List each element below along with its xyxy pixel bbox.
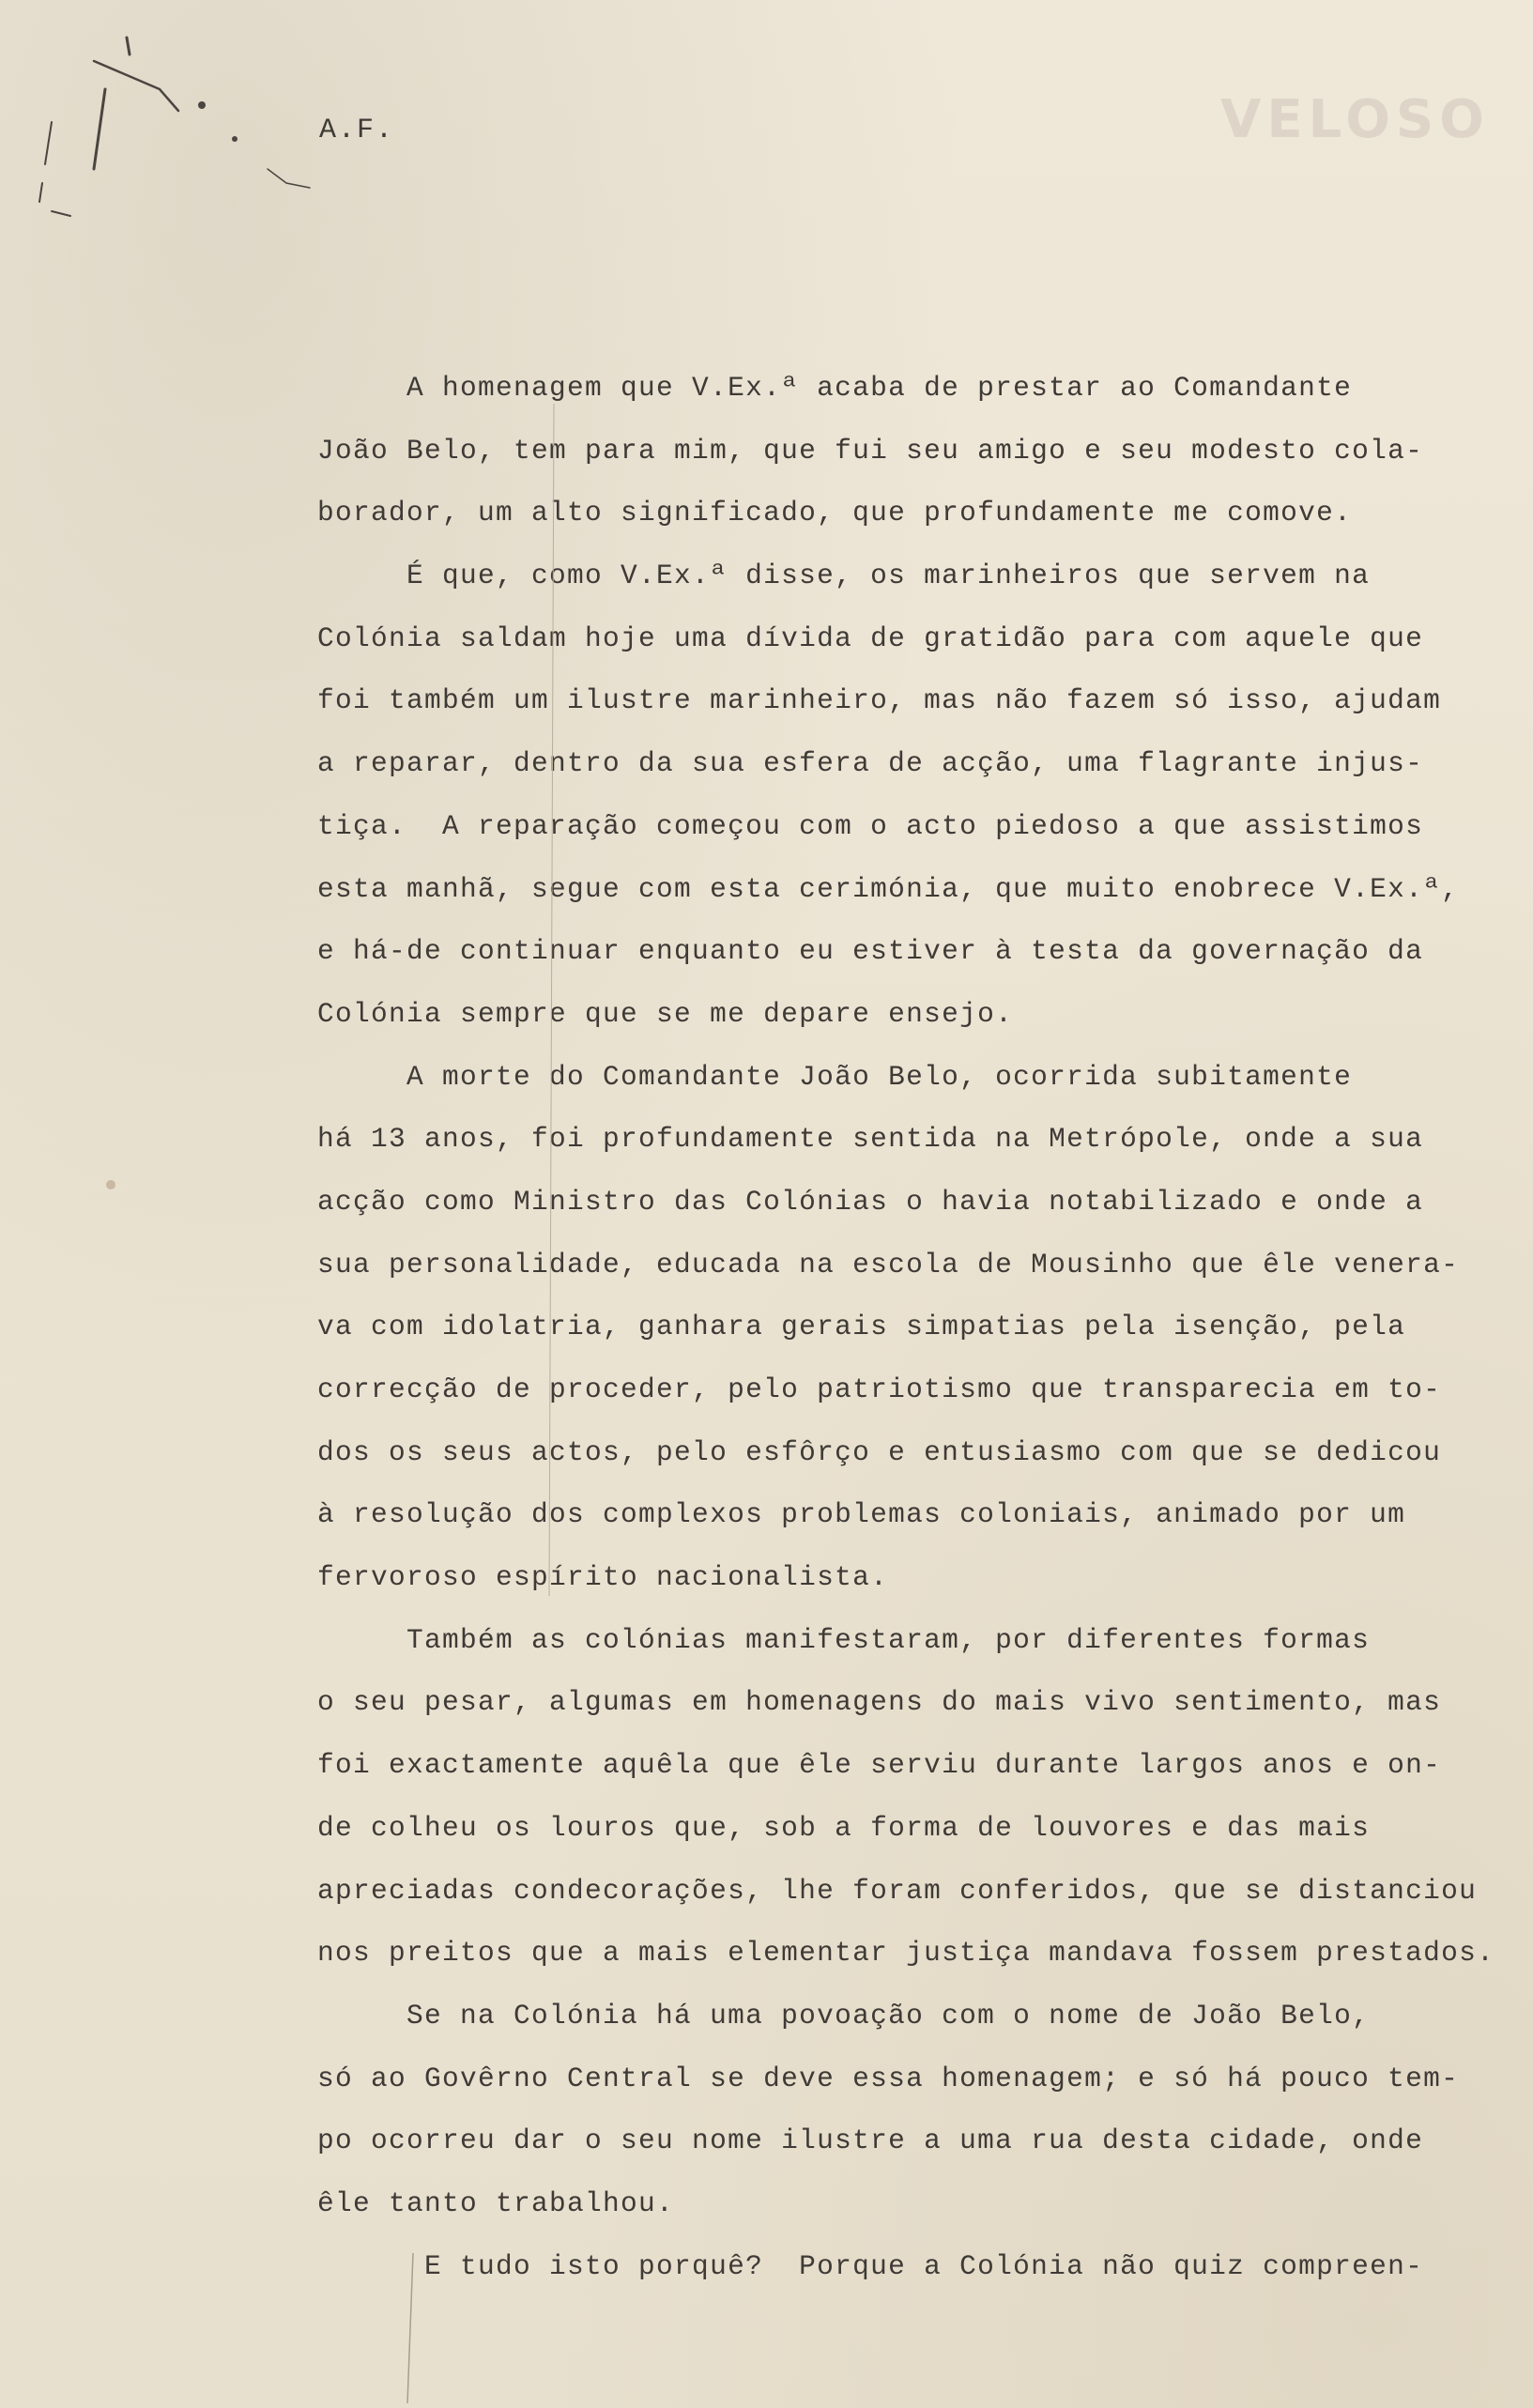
text-line: tiça. A reparação começou com o acto piedoso a que assistimos <box>317 809 1424 842</box>
text-line: fervoroso espírito nacionalista. <box>317 1561 889 1594</box>
text-line: João Belo, tem para mim, que fui seu amigo e seu modesto cola- <box>317 434 1424 467</box>
text-line: sua personalidade, educada na escola de Mousinho que êle venera- <box>317 1248 1460 1281</box>
text-line: dos os seus actos, pelo esfôrço e entusiasmo com que se dedicou <box>317 1435 1442 1468</box>
text-line: correcção de proceder, pelo patriotismo que transparecia em to- <box>317 1373 1442 1405</box>
text-line: Se na Colónia há uma povoação com o nome de João Belo, <box>317 1999 1371 2032</box>
text-line: êle tanto trabalhou. <box>317 2186 675 2219</box>
text-line: borador, um alto significado, que profundamente me comove. <box>317 497 1353 529</box>
text-line: apreciadas condecorações, lhe foram conferidos, que se distanciou <box>317 1874 1478 1907</box>
text-line: Também as colónias manifestaram, por diferentes formas <box>317 1623 1371 1656</box>
text-line: Colónia saldam hoje uma dívida de gratidão para com aquele que <box>317 621 1424 654</box>
text-line: nos preitos que a mais elementar justiça mandava fossem prestados. <box>317 1937 1495 1970</box>
text-line: esta manhã, segue com esta cerimónia, que muito enobrece V.Ex.ª, <box>317 872 1460 905</box>
author-initials: A.F. <box>319 115 395 146</box>
text-line: só ao Govêrno Central se deve essa homenagem; e só há pouco tem- <box>317 2062 1460 2094</box>
letter-body <box>317 357 1528 2297</box>
text-line: É que, como V.Ex.ª disse, os marinheiros que servem na <box>317 560 1371 592</box>
text-line: A morte do Comandante João Belo, ocorrida subitamente <box>317 1060 1353 1093</box>
text-line: Colónia sempre que se me depare ensejo. <box>317 997 1014 1030</box>
text-line: E tudo isto porquê? Porque a Colónia não quiz compreen- <box>317 2249 1424 2282</box>
text-line: foi exactamente aquêla que êle serviu durante largos anos e on- <box>317 1749 1442 1782</box>
text-line: há 13 anos, foi profundamente sentida na Metrópole, onde a sua <box>317 1123 1424 1156</box>
text-line: acção como Ministro das Colónias o havia notabilizado e onde a <box>317 1185 1424 1218</box>
faded-stamp: VELOSO <box>1220 89 1490 150</box>
text-line: po ocorreu dar o seu nome ilustre a uma rua desta cidade, onde <box>317 2124 1424 2157</box>
text-line: A homenagem que V.Ex.ª acaba de prestar ao Comandante <box>317 372 1353 404</box>
text-line: de colheu os louros que, sob a forma de louvores e das mais <box>317 1811 1371 1844</box>
text-line: foi também um ilustre marinheiro, mas não fazem só isso, ajudam <box>317 684 1442 717</box>
text-line: à resolução dos complexos problemas coloniais, animado por um <box>317 1498 1406 1531</box>
text-line: o seu pesar, algumas em homenagens do mais vivo sentimento, mas <box>317 1686 1442 1719</box>
text-line: a reparar, dentro da sua esfera de acção, uma flagrante injus- <box>317 747 1424 780</box>
text-line: va com idolatria, ganhara gerais simpatias pela isenção, pela <box>317 1311 1406 1343</box>
text-line: e há-de continuar enquanto eu estiver à testa da governação da <box>317 935 1424 968</box>
